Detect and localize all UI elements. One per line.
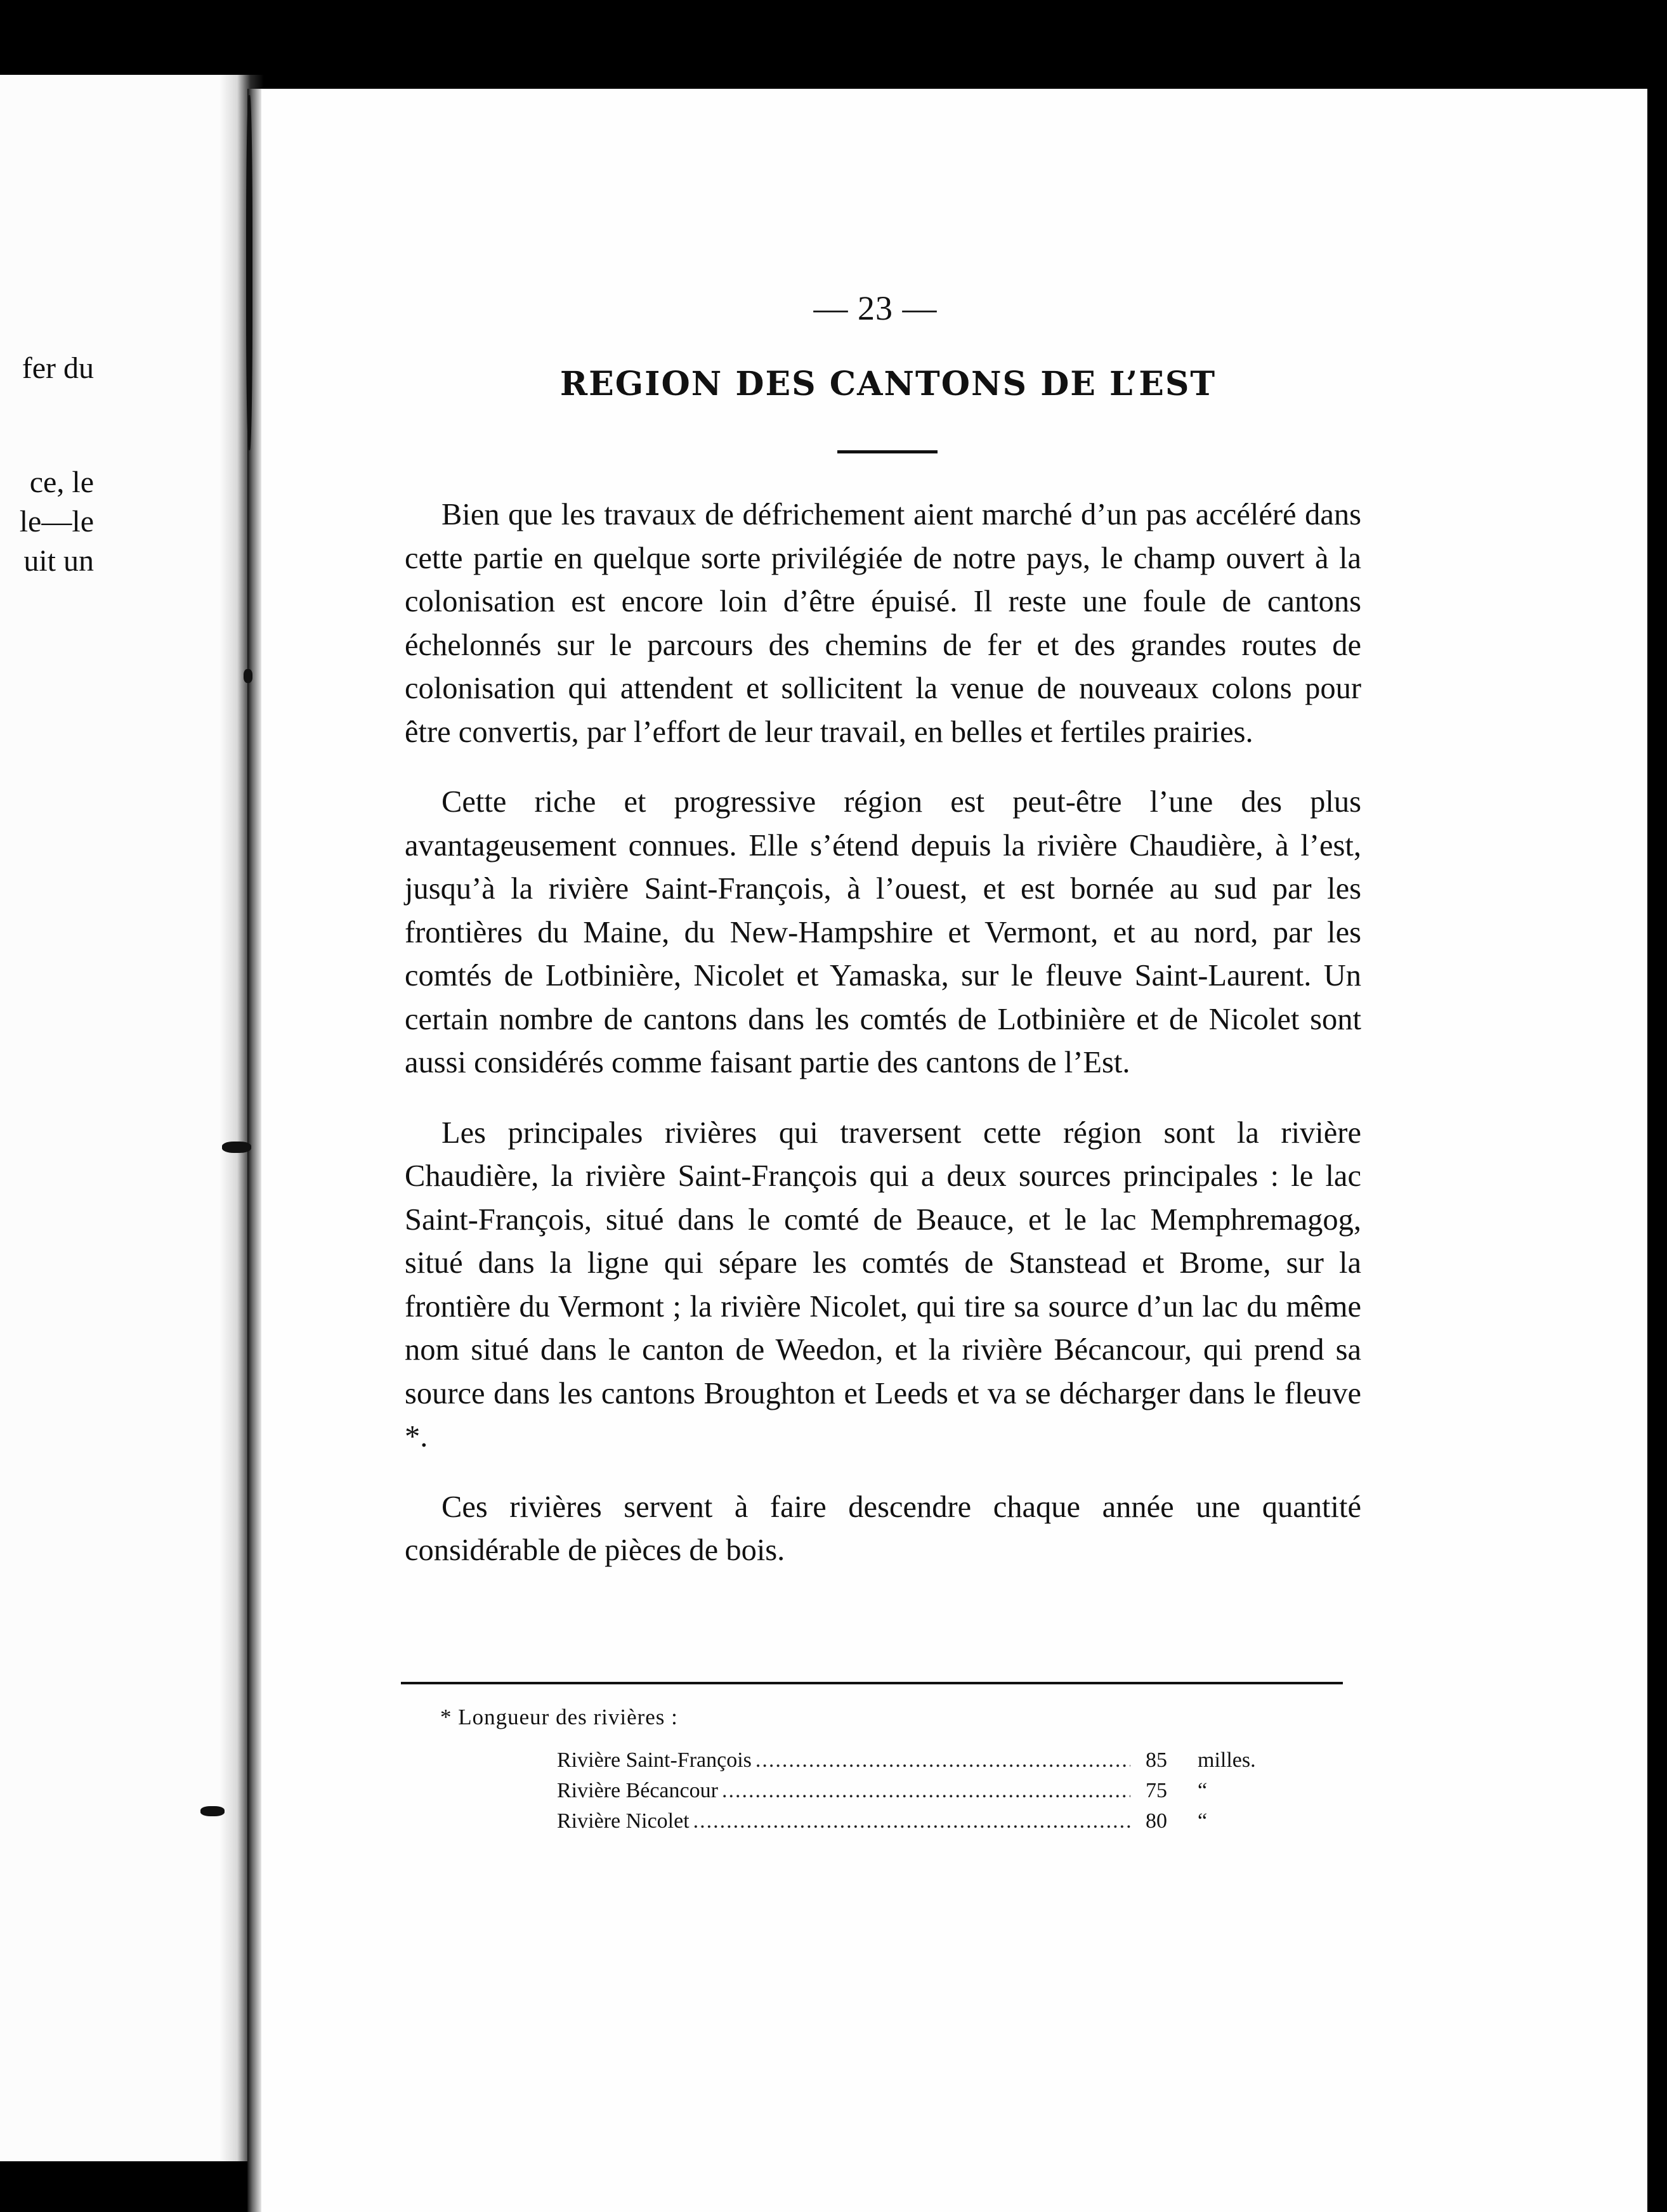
left-page-fragment: fer du: [22, 351, 94, 385]
footnote-title: * Longueur des rivières :: [440, 1705, 678, 1729]
river-name: Rivière Nicolet: [557, 1809, 690, 1833]
footnote-row: [557, 1745, 1280, 1776]
river-length: 85: [1146, 1748, 1167, 1772]
footnote-row: [557, 1806, 1280, 1837]
length-unit: “: [1198, 1809, 1208, 1833]
paragraph: Bien que les travaux de défrichement aient marché d’un pas accéléré dans cette partie en quelque sorte privilégiée de notre pays, le champ ouvert à la colonisation est encore loin d’être épuisé. Il reste une foule de cantons échelonnés sur le parcours des chemins de fer et des grandes routes de colonisation qui attendent et sollicitent la venue de nouveaux colons pour être convertis, par l’effort de leur travail, en belles et fertiles prairies.: [405, 498, 1361, 749]
binding-mark: [200, 1806, 225, 1816]
length-unit: milles.: [1198, 1748, 1256, 1772]
left-page-fragment: uit un: [23, 544, 94, 578]
length-unit: “: [1198, 1779, 1208, 1802]
river-length: 80: [1146, 1809, 1167, 1833]
paragraph: Ces rivières servent à faire descendre chaque année une quantité considérable de pièces de bois.: [405, 1490, 1361, 1567]
heading-rule: [837, 450, 938, 453]
leader-dots: [722, 1776, 1130, 1806]
binding-mark: [244, 669, 252, 683]
paragraph: Cette riche et progressive région est peut-être l’une des plus avantageusement connues. Elle s’étend depuis la rivière Chaudière, à l’est, jusqu’à la rivière Saint-François, à l’ouest, et est bornée au sud par les frontières du Maine, du New-Hampshire et Vermont, et au nord, par les comtés de Lotbinière, Nicolet et Yamaska, sur le fleuve Saint-Laurent. Un certain nombre de cantons dans les comtés de Lotbinière et de Nicolet sont aussi considérés comme faisant partie des cantons de l’Est.: [405, 785, 1361, 1079]
page-number: — 23 —: [813, 289, 938, 327]
footnote-table: [557, 1745, 1280, 1837]
river-name: Rivière Saint-François: [557, 1748, 752, 1772]
paragraph: Les principales rivières qui traversent cette région sont la rivière Chaudière, la rivière Saint-François qui a deux sources principales : le lac Saint-François, situé dans le comté de Beauce, et le lac Memphremagog, situé dans la ligne qui sépare les comtés de Stanstead et Brome, sur la frontière du Vermont ; la rivière Nicolet, qui tire sa source d’un lac du même nom situé dans le canton de Weedon, et la rivière Bécancour, qui prend sa source dans les cantons Broughton et Leeds et va se décharger dans le fleuve *.: [405, 1116, 1361, 1454]
river-name: Rivière Bécancour: [557, 1779, 718, 1802]
left-page-fragment: le—le: [19, 505, 94, 538]
footnote-rule: [401, 1682, 1343, 1684]
leader-dots: [755, 1745, 1130, 1776]
body-text: [405, 493, 1361, 1599]
footnote-row: [557, 1776, 1280, 1806]
left-page-fragment: ce, le: [29, 465, 94, 499]
leader-dots: [693, 1806, 1130, 1837]
section-heading: REGION DES CANTONS DE L’EST: [559, 365, 1217, 403]
river-length: 75: [1146, 1779, 1167, 1802]
binding-mark: [222, 1142, 251, 1153]
binding-mark: [246, 95, 252, 450]
